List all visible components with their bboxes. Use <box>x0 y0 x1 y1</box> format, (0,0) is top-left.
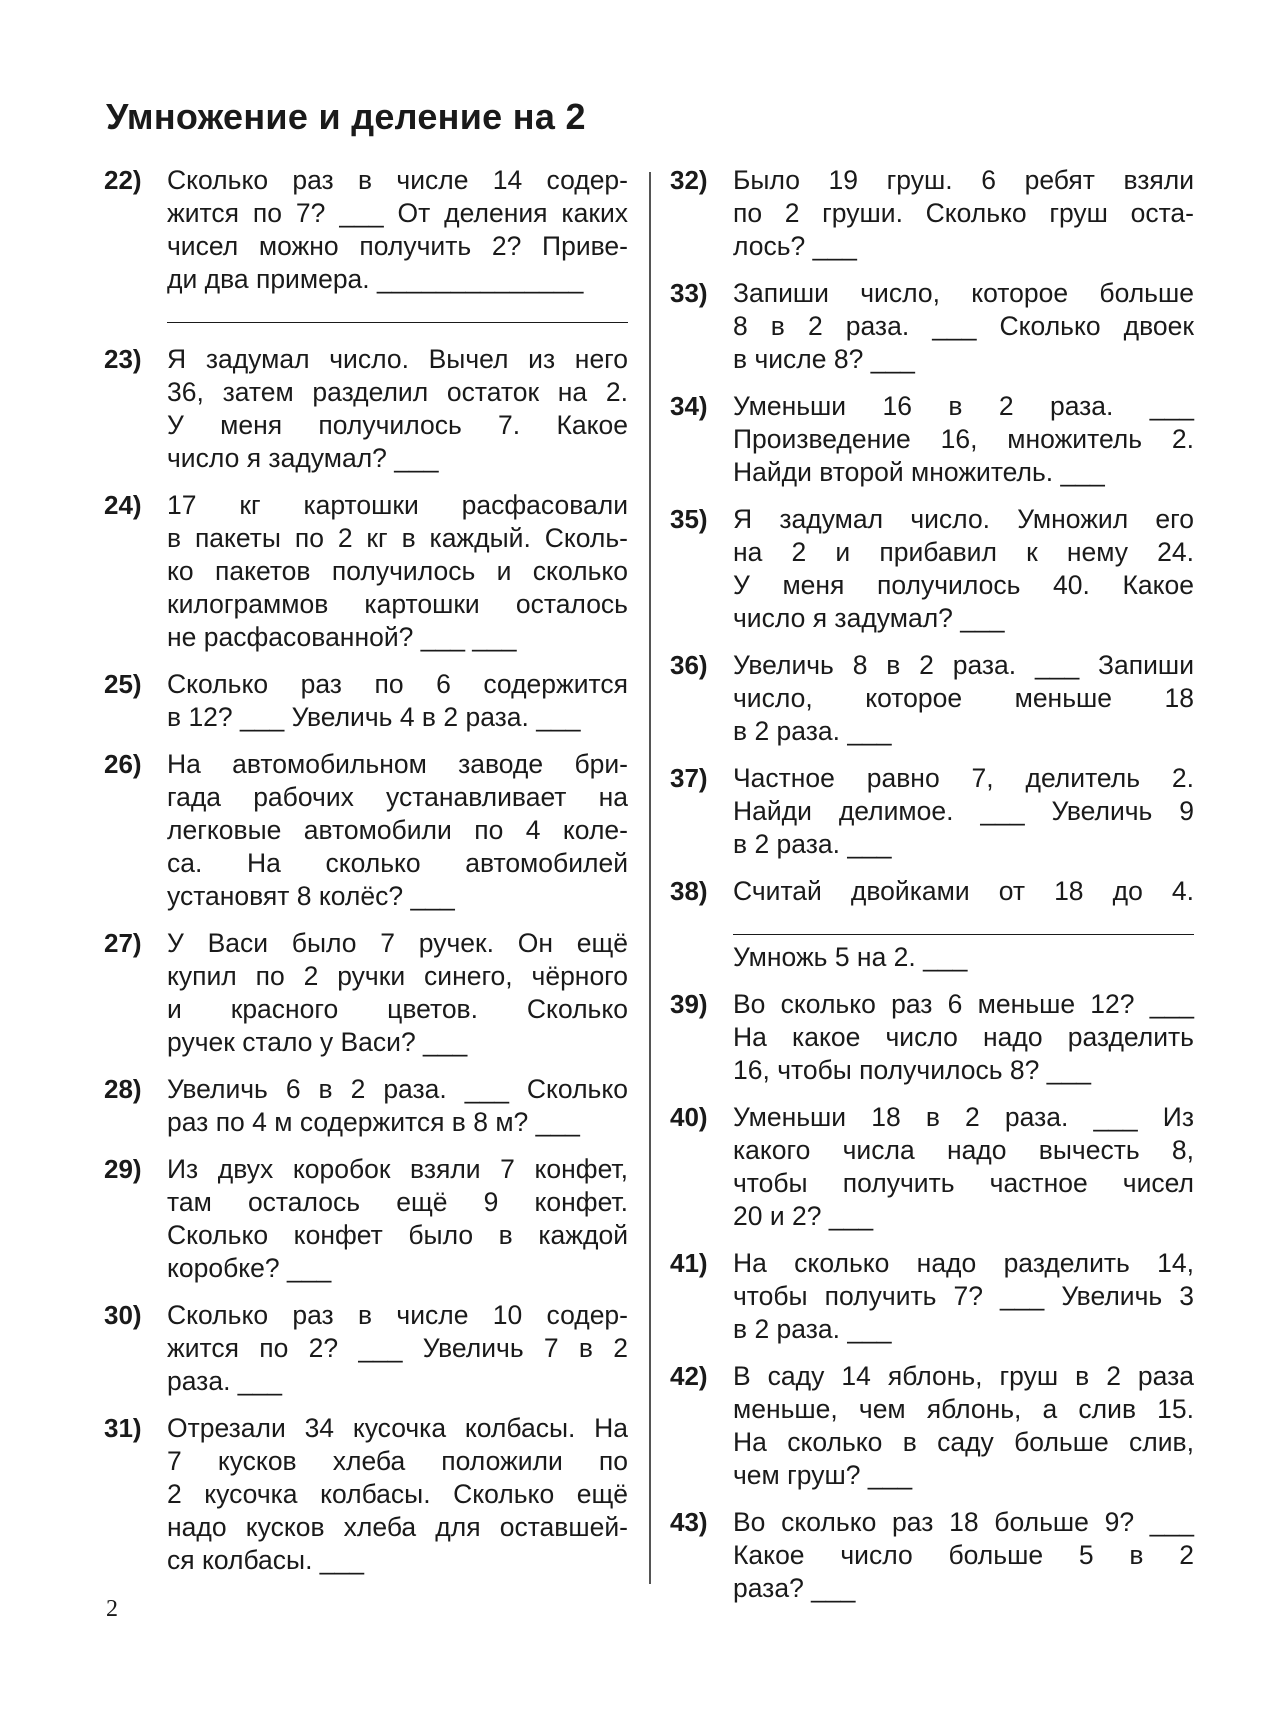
text-line: Уменьши 18 в 2 раза. ___ Из <box>733 1102 1194 1132</box>
column-divider <box>649 172 651 1584</box>
task-text <box>167 1412 628 1577</box>
task-23 <box>104 343 628 475</box>
task-28 <box>104 1073 628 1139</box>
task-39 <box>670 988 1194 1087</box>
answer-line[interactable] <box>167 296 628 329</box>
task-text <box>167 164 628 329</box>
task-number: 34) <box>670 391 708 421</box>
text-line: Какое число больше 5 в 2 <box>733 1540 1194 1570</box>
text-line: Уменьши 16 в 2 раза. ___ <box>733 391 1194 421</box>
text-line: килограммов картошки осталось <box>167 589 628 619</box>
text-line: ся колбасы. ___ <box>167 1545 365 1575</box>
task-number: 25) <box>104 669 142 699</box>
text-line: ручек стало у Васи? ___ <box>167 1027 468 1057</box>
text-line: купил по 2 ручки синего, чёрного <box>167 961 628 991</box>
text-line: лось? ___ <box>733 231 857 261</box>
task-text <box>733 1247 1194 1346</box>
text-line: Сколько раз в числе 14 содер- <box>167 165 628 195</box>
text-line: число я задумал? ___ <box>167 443 439 473</box>
text-line: У Васи было 7 ручек. Он ещё <box>167 928 628 958</box>
task-36 <box>670 649 1194 748</box>
text-line: ди два примера. ______________ <box>167 264 584 294</box>
text-line: раза? ___ <box>733 1573 856 1603</box>
task-number: 42) <box>670 1361 708 1391</box>
page-title: Умножение и деление на 2 <box>106 96 586 137</box>
page-number: 2 <box>106 1596 118 1622</box>
text-line: чем груш? ___ <box>733 1460 913 1490</box>
task-text <box>733 649 1194 748</box>
text-line: Я задумал число. Вычел из него <box>167 344 628 374</box>
text-line: меньше, чем яблонь, а слив 15. <box>733 1394 1194 1424</box>
task-number: 39) <box>670 989 708 1019</box>
task-text <box>733 988 1194 1087</box>
right-column <box>670 164 1194 1619</box>
task-text <box>733 164 1194 263</box>
task-31 <box>104 1412 628 1577</box>
text-line: 36, затем разделил остаток на 2. <box>167 377 628 407</box>
text-line: не расфасованной? ___ ___ <box>167 622 517 652</box>
text-line: В саду 14 яблонь, груш в 2 раза <box>733 1361 1194 1391</box>
task-text <box>167 748 628 913</box>
task-number: 30) <box>104 1300 142 1330</box>
text-line: в 12? ___ Увеличь 4 в 2 раза. ___ <box>167 702 581 732</box>
task-number: 23) <box>104 344 142 374</box>
text-line: там осталось ещё 9 конфет. <box>167 1187 628 1217</box>
text-line: Сколько конфет было в каждой <box>167 1220 628 1250</box>
task-text <box>167 668 628 734</box>
task-30 <box>104 1299 628 1398</box>
text-line: чтобы получить частное чисел <box>733 1168 1194 1198</box>
task-text <box>733 503 1194 635</box>
text-line: На какое число надо разделить <box>733 1022 1194 1052</box>
text-line: чисел можно получить 2? Приве- <box>167 231 628 261</box>
task-number: 43) <box>670 1507 708 1537</box>
task-text <box>733 875 1194 974</box>
text-line: жится по 7? ___ От деления каких <box>167 198 628 228</box>
text-line: чтобы получить 7? ___ Увеличь 3 <box>733 1281 1194 1311</box>
text-line: легковые автомобили по 4 коле- <box>167 815 628 845</box>
text-line: Частное равно 7, делитель 2. <box>733 763 1194 793</box>
text-line: в числе 8? ___ <box>733 344 915 374</box>
text-line: Найди делимое. ___ Увеличь 9 <box>733 796 1194 826</box>
text-line: 17 кг картошки расфасовали <box>167 490 628 520</box>
task-number: 27) <box>104 928 142 958</box>
text-line: Сколько раз в числе 10 содер- <box>167 1300 628 1330</box>
text-line: Увеличь 8 в 2 раза. ___ Запиши <box>733 650 1194 680</box>
task-number: 24) <box>104 490 142 520</box>
task-number: 32) <box>670 165 708 195</box>
text-line: Из двух коробок взяли 7 конфет, <box>167 1154 628 1184</box>
text-line: У меня получилось 40. Какое <box>733 570 1194 600</box>
task-33 <box>670 277 1194 376</box>
text-line: Увеличь 6 в 2 раза. ___ Сколько <box>167 1074 628 1104</box>
text-line: Найди второй множитель. ___ <box>733 457 1105 487</box>
text-line: надо кусков хлеба для оставшей- <box>167 1512 628 1542</box>
text-line: Умножь 5 на 2. ___ <box>733 942 968 972</box>
task-38 <box>670 875 1194 974</box>
task-number: 38) <box>670 876 708 906</box>
task-43 <box>670 1506 1194 1605</box>
text-line: число я задумал? ___ <box>733 603 1005 633</box>
task-number: 26) <box>104 749 142 779</box>
task-number: 29) <box>104 1154 142 1184</box>
task-number: 40) <box>670 1102 708 1132</box>
text-line: У меня получилось 7. Какое <box>167 410 628 440</box>
text-line: Запиши число, которое больше <box>733 278 1194 308</box>
task-number: 35) <box>670 504 708 534</box>
text-line: 2 кусочка колбасы. Сколько ещё <box>167 1479 628 1509</box>
text-line: в 2 раза. ___ <box>733 716 892 746</box>
task-24 <box>104 489 628 654</box>
text-line: число, которое меньше 18 <box>733 683 1194 713</box>
task-text <box>733 1101 1194 1233</box>
task-text <box>733 762 1194 861</box>
task-text <box>733 1360 1194 1492</box>
task-text <box>733 277 1194 376</box>
text-line: 20 и 2? ___ <box>733 1201 874 1231</box>
text-line: раза. ___ <box>167 1366 283 1396</box>
text-line: на 2 и прибавил к нему 24. <box>733 537 1194 567</box>
text-line: ко пакетов получилось и сколько <box>167 556 628 586</box>
task-text <box>733 1506 1194 1605</box>
text-line: Во сколько раз 18 больше 9? ___ <box>733 1507 1194 1537</box>
task-41 <box>670 1247 1194 1346</box>
task-37 <box>670 762 1194 861</box>
text-line: в 2 раза. ___ <box>733 1314 892 1344</box>
text-line: 16, чтобы получилось 8? ___ <box>733 1055 1091 1085</box>
task-text <box>167 1153 628 1285</box>
text-line: коробке? ___ <box>167 1253 332 1283</box>
task-text <box>167 1073 628 1139</box>
text-line: Считай двойками от 18 до 4. <box>733 876 1194 906</box>
text-line: гада рабочих устанавливает на <box>167 782 628 812</box>
answer-line[interactable] <box>733 908 1194 941</box>
text-line: установят 8 колёс? ___ <box>167 881 455 911</box>
task-35 <box>670 503 1194 635</box>
text-line: жится по 2? ___ Увеличь 7 в 2 <box>167 1333 628 1363</box>
text-line: На сколько надо разделить 14, <box>733 1248 1194 1278</box>
task-26 <box>104 748 628 913</box>
text-line: Я задумал число. Умножил его <box>733 504 1194 534</box>
task-40 <box>670 1101 1194 1233</box>
text-line: Отрезали 34 кусочка колбасы. На <box>167 1413 628 1443</box>
text-line: На автомобильном заводе бри- <box>167 749 628 779</box>
task-number: 33) <box>670 278 708 308</box>
text-line: Произведение 16, множитель 2. <box>733 424 1194 454</box>
task-number: 37) <box>670 763 708 793</box>
text-line: и красного цветов. Сколько <box>167 994 628 1024</box>
text-line: Сколько раз по 6 содержится <box>167 669 628 699</box>
task-27 <box>104 927 628 1059</box>
task-25 <box>104 668 628 734</box>
task-22 <box>104 164 628 329</box>
task-text <box>167 343 628 475</box>
task-32 <box>670 164 1194 263</box>
task-text <box>733 390 1194 489</box>
text-line: 8 в 2 раза. ___ Сколько двоек <box>733 311 1194 341</box>
text-line: Было 19 груш. 6 ребят взяли <box>733 165 1194 195</box>
task-number: 22) <box>104 165 142 195</box>
text-line: раз по 4 м содержится в 8 м? ___ <box>167 1107 580 1137</box>
text-line: Во сколько раз 6 меньше 12? ___ <box>733 989 1194 1019</box>
task-42 <box>670 1360 1194 1492</box>
task-number: 28) <box>104 1074 142 1104</box>
left-column <box>104 164 628 1591</box>
text-line: са. На сколько автомобилей <box>167 848 628 878</box>
task-34 <box>670 390 1194 489</box>
text-line: 7 кусков хлеба положили по <box>167 1446 628 1476</box>
task-number: 31) <box>104 1413 142 1443</box>
text-line: На сколько в саду больше слив, <box>733 1427 1194 1457</box>
text-line: в 2 раза. ___ <box>733 829 892 859</box>
task-number: 36) <box>670 650 708 680</box>
task-text <box>167 489 628 654</box>
task-text <box>167 1299 628 1398</box>
text-line: в пакеты по 2 кг в каждый. Сколь- <box>167 523 628 553</box>
task-29 <box>104 1153 628 1285</box>
task-text <box>167 927 628 1059</box>
task-number: 41) <box>670 1248 708 1278</box>
text-line: по 2 груши. Сколько груш оста- <box>733 198 1194 228</box>
text-line: какого числа надо вычесть 8, <box>733 1135 1194 1165</box>
